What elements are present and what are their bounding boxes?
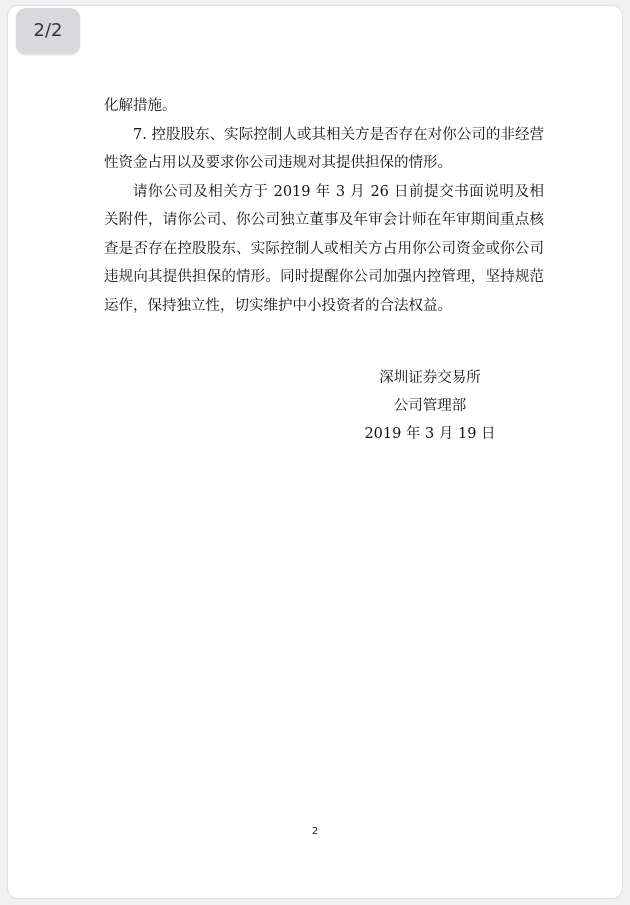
- paragraph-item-7: 7. 控股股东、实际控制人或其相关方是否存在对你公司的非经营性资金占用以及要求你公司违规对其提供担保的情形。: [104, 126, 544, 171]
- signature-department: 公司管理部: [393, 398, 467, 414]
- page-indicator-badge[interactable]: 2/2: [16, 8, 80, 54]
- paragraph-continuation: 化解措施。: [104, 98, 177, 114]
- signature-block: [330, 364, 530, 448]
- document-body: [104, 92, 544, 320]
- signature-date: 2019 年 3 月 19 日: [364, 426, 496, 442]
- signature-organization: 深圳证券交易所: [379, 370, 481, 386]
- paragraph-request: 请你公司及相关方于 2019 年 3 月 26 日前提交书面说明及相关附件，请你公司、你公司独立董事及年审会计师在年审期间重点核查是否存在控股股东、实际控制人或相关方占用你公司资金或你公司违规向其提供担保的情形。同时提醒你公司加强内控管理，坚持规范运作，保持独立性，切实维护中小投资者的合法权益。: [104, 183, 544, 314]
- page-number: 2: [311, 826, 319, 837]
